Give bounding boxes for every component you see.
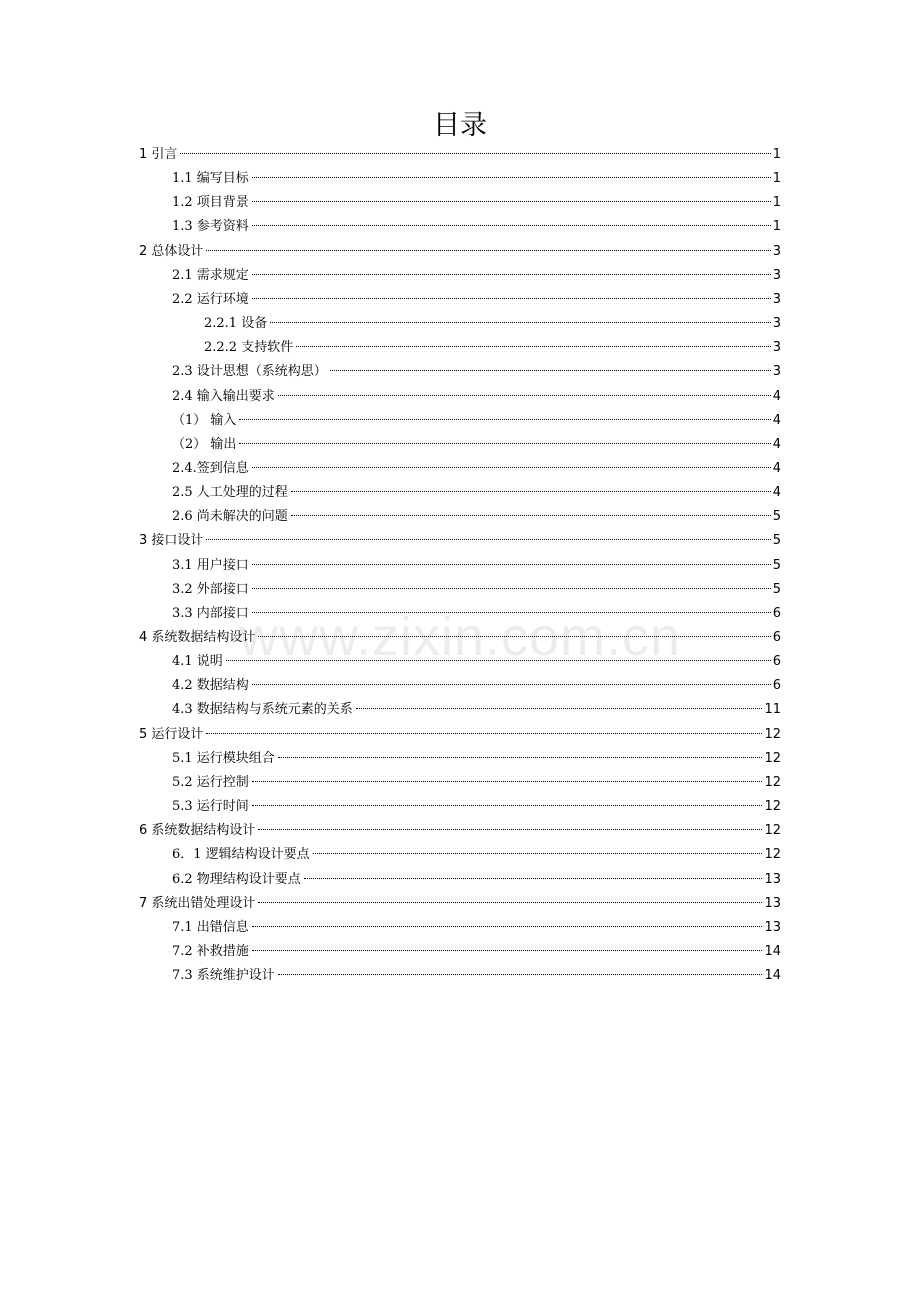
toc-dot-leader <box>330 370 771 371</box>
toc-entry-page-number: 14 <box>764 943 781 959</box>
toc-entry-label: 5.1 运行模块组合 <box>172 750 275 766</box>
toc-entry-page-number: 3 <box>772 340 781 356</box>
toc-entry-page-number: 12 <box>764 774 781 790</box>
toc-entry[interactable] <box>139 892 781 916</box>
toc-entry[interactable] <box>139 626 781 650</box>
toc-entry-label: 2.4.签到信息 <box>172 460 249 476</box>
toc-entry[interactable] <box>172 698 781 722</box>
toc-dot-leader <box>206 733 762 734</box>
toc-dot-leader <box>252 612 771 613</box>
toc-entry[interactable] <box>172 457 781 481</box>
toc-entry[interactable] <box>172 650 781 674</box>
toc-dot-leader <box>278 395 771 396</box>
toc-entry-label: 2.2 运行环境 <box>172 291 249 307</box>
toc-entry-page-number: 11 <box>764 702 781 718</box>
toc-entry-label: 6．1 逻辑结构设计要点 <box>172 847 310 863</box>
toc-entry[interactable] <box>172 771 781 795</box>
toc-entry-page-number: 6 <box>772 605 781 621</box>
toc-entry-page-number: 5 <box>772 533 781 549</box>
toc-dot-leader <box>252 950 763 951</box>
toc-entry-label: 2.4 输入输出要求 <box>172 388 275 404</box>
toc-dot-leader <box>252 274 771 275</box>
toc-dot-leader <box>258 829 762 830</box>
toc-entry-label: 2.5 人工处理的过程 <box>172 485 288 501</box>
toc-entry[interactable] <box>172 578 781 602</box>
toc-entry[interactable] <box>172 795 781 819</box>
toc-entry-page-number: 6 <box>772 678 781 694</box>
toc-entry-page-number: 13 <box>764 919 781 935</box>
toc-entry[interactable] <box>172 674 781 698</box>
toc-entry-label: 1.1 编写目标 <box>172 171 249 187</box>
toc-dot-leader <box>252 781 763 782</box>
toc-dot-leader <box>252 805 763 806</box>
toc-entry[interactable] <box>204 336 781 360</box>
toc-dot-leader <box>296 346 771 347</box>
toc-dot-leader <box>252 588 771 589</box>
toc-entry[interactable] <box>139 143 781 167</box>
toc-dot-leader <box>180 153 770 154</box>
toc-entry[interactable] <box>139 819 781 843</box>
toc-entry-page-number: 5 <box>772 581 781 597</box>
toc-dot-leader <box>252 177 771 178</box>
toc-entry-page-number: 12 <box>764 750 781 766</box>
toc-entry-label: 3.2 外部接口 <box>172 581 249 597</box>
toc-dot-leader <box>313 853 763 854</box>
toc-entry-page-number: 12 <box>764 726 781 742</box>
toc-entry-page-number: 1 <box>772 147 781 162</box>
toc-entry-label: 3.3 内部接口 <box>172 605 249 621</box>
toc-entry[interactable] <box>172 843 781 867</box>
toc-entry-label: 7.3 系统维护设计 <box>172 968 275 984</box>
toc-dot-leader <box>278 757 763 758</box>
toc-entry-label: （1） 输入 <box>172 412 237 428</box>
toc-entry-label: 4.1 说明 <box>172 654 223 670</box>
toc-entry-page-number: 1 <box>772 195 781 211</box>
toc-dot-leader <box>239 419 770 420</box>
toc-entry[interactable] <box>172 264 781 288</box>
toc-entry-page-number: 4 <box>772 485 781 501</box>
toc-entry[interactable] <box>172 191 781 215</box>
toc-dot-leader <box>252 467 771 468</box>
toc-entry-page-number: 3 <box>772 316 781 332</box>
toc-dot-leader <box>252 225 771 226</box>
toc-entry-page-number: 5 <box>772 557 781 573</box>
toc-entry-page-number: 6 <box>772 654 781 670</box>
toc-entry-page-number: 12 <box>764 847 781 863</box>
toc-entry[interactable] <box>172 167 781 191</box>
toc-entry-page-number: 13 <box>764 871 781 887</box>
toc-entry-label: 5.2 运行控制 <box>172 774 249 790</box>
toc-entry-page-number: 1 <box>772 219 781 235</box>
toc-entry[interactable] <box>172 916 781 940</box>
toc-entry[interactable] <box>204 312 781 336</box>
toc-entry-label: 2 总体设计 <box>139 243 204 259</box>
toc-entry-page-number: 3 <box>772 267 781 283</box>
toc-dot-leader <box>258 902 762 903</box>
toc-dot-leader <box>252 298 771 299</box>
toc-entry-label: 2.6 尚未解决的问题 <box>172 509 288 525</box>
toc-dot-leader <box>206 250 770 251</box>
toc-dot-leader <box>278 974 763 975</box>
toc-entry-page-number: 14 <box>764 968 781 984</box>
toc-dot-leader <box>291 515 771 516</box>
toc-entry[interactable] <box>139 723 781 747</box>
toc-entry[interactable] <box>172 360 781 384</box>
toc-entry-page-number: 3 <box>772 291 781 307</box>
toc-entry-label: 6 系统数据结构设计 <box>139 823 256 839</box>
toc-dot-leader <box>239 443 770 444</box>
toc-entry[interactable] <box>172 215 781 239</box>
toc-entry-page-number: 4 <box>772 388 781 404</box>
toc-entry[interactable] <box>172 433 781 457</box>
toc-dot-leader <box>252 564 771 565</box>
toc-dot-leader <box>258 636 770 637</box>
toc-entry-label: 7.2 补救措施 <box>172 943 249 959</box>
toc-entry[interactable] <box>172 385 781 409</box>
toc-entry-label: 4.2 数据结构 <box>172 678 249 694</box>
toc-dot-leader <box>206 539 770 540</box>
toc-entry-label: 1.2 项目背景 <box>172 195 249 211</box>
toc-entry[interactable] <box>172 409 781 433</box>
toc-entry[interactable] <box>139 529 781 553</box>
toc-dot-leader <box>226 660 771 661</box>
toc-entry-label: 5 运行设计 <box>139 726 204 742</box>
toc-dot-leader <box>252 684 771 685</box>
toc-entry-page-number: 4 <box>772 460 781 476</box>
toc-entry-label: 2.2.2 支持软件 <box>204 340 294 356</box>
toc-entry[interactable] <box>172 747 781 771</box>
toc-entry-label: 4.3 数据结构与系统元素的关系 <box>172 702 353 718</box>
toc-entry[interactable] <box>172 505 781 529</box>
toc-entry[interactable] <box>172 602 781 626</box>
toc-entry-label: 3 接口设计 <box>139 533 204 549</box>
toc-entry[interactable] <box>172 964 781 988</box>
toc-entry[interactable] <box>172 481 781 505</box>
toc-entry-label: （2） 输出 <box>172 436 237 452</box>
toc-entry-label: 2.2.1 设备 <box>204 316 268 332</box>
toc-entry-label: 5.3 运行时间 <box>172 799 249 815</box>
page-title: 目录 <box>433 110 487 141</box>
toc-entry-label: 2.1 需求规定 <box>172 267 249 283</box>
toc-dot-leader <box>304 878 763 879</box>
toc-entry-page-number: 5 <box>772 509 781 525</box>
toc-dot-leader <box>356 708 763 709</box>
toc-entry-page-number: 3 <box>772 364 781 380</box>
toc-dot-leader <box>270 322 771 323</box>
toc-entry-label: 7 系统出错处理设计 <box>139 895 256 911</box>
toc-dot-leader <box>252 926 763 927</box>
toc-entry-label: 2.3 设计思想（系统构思） <box>172 364 327 380</box>
toc-entry-page-number: 3 <box>772 243 781 259</box>
toc-entry-page-number: 4 <box>772 412 781 428</box>
toc-entry[interactable] <box>172 868 781 892</box>
toc-dot-leader <box>252 201 771 202</box>
toc-entry-page-number: 4 <box>772 436 781 452</box>
toc-entry-page-number: 6 <box>772 630 781 645</box>
toc-entry[interactable] <box>139 240 781 264</box>
toc-entry-label: 6.2 物理结构设计要点 <box>172 871 301 887</box>
toc-entry-label: 7.1 出错信息 <box>172 919 249 935</box>
toc-entry-label: 4 系统数据结构设计 <box>139 630 256 645</box>
toc-dot-leader <box>291 491 771 492</box>
toc-entry-label: 1 引言 <box>139 147 178 162</box>
toc-entry-label: 3.1 用户接口 <box>172 557 249 573</box>
toc-entry[interactable] <box>172 288 781 312</box>
toc-entry-page-number: 12 <box>764 799 781 815</box>
toc-entry-page-number: 13 <box>764 895 781 911</box>
toc-entry[interactable] <box>172 554 781 578</box>
watermark: www.zixin.com.cn <box>238 607 682 667</box>
toc-entry-label: 1.3 参考资料 <box>172 219 249 235</box>
toc-entry-page-number: 1 <box>772 171 781 187</box>
toc-entry[interactable] <box>172 940 781 964</box>
toc-entry-page-number: 12 <box>764 823 781 839</box>
